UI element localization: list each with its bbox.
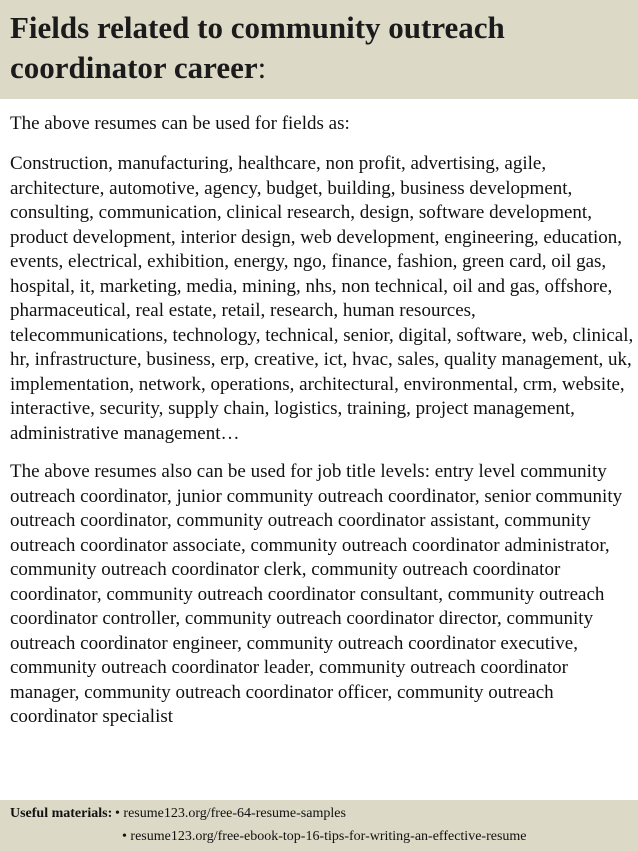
page-title-colon: : xyxy=(257,50,267,85)
page-title-text: Fields related to community outreach coordinator career xyxy=(10,10,505,85)
footer xyxy=(0,800,638,851)
footer-label: Useful materials: xyxy=(10,806,113,821)
footer-link-resume-samples[interactable]: • resume123.org/free-64-resume-samples xyxy=(115,806,346,821)
intro-text: The above resumes can be used for fields as: xyxy=(10,113,350,134)
footer-link-ebook[interactable]: • resume123.org/free-ebook-top-16-tips-for-writing-an-effective-resume xyxy=(122,829,527,844)
fields-list: Construction, manufacturing, healthcare, non profit, advertising, agile, architecture, automotive, agency, budget, building, business development, consulting, communication, clinical research, design, software development, product development, interior design, web development, engineering, education, events, electrical, exhibition, energy, ngo, finance, fashion, green card, oil gas, hospital, it, marketing, media, mining, nhs, non technical, oil and gas, offshore, pharmaceutical, real estate, retail, research, human resources, telecommunications, technology, technical, senior, digital, software, web, clinical, hr, infrastructure, business, erp, creative, ict, hvac, sales, quality management, uk, implementation, network, operations, architectural, environmental, crm, website, interactive, security, supply chain, logistics, training, project management, administrative management… xyxy=(10,153,634,444)
job-titles-list: The above resumes also can be used for job title levels: entry level community outreach coordinator, junior community outreach coordinator, senior community outreach coordinator, community outreach coordinator assistant, community outreach coordinator associate, community outreach coordinator administrator, community outreach coordinator clerk, community outreach coordinator coordinator, community outreach coordinator consultant, community outreach coordinator controller, community outreach coordinator director, community outreach coordinator engineer, community outreach coordinator executive, community outreach coordinator leader, community outreach coordinator manager, community outreach coordinator officer, community outreach coordinator specialist xyxy=(10,461,623,727)
content xyxy=(10,108,634,744)
